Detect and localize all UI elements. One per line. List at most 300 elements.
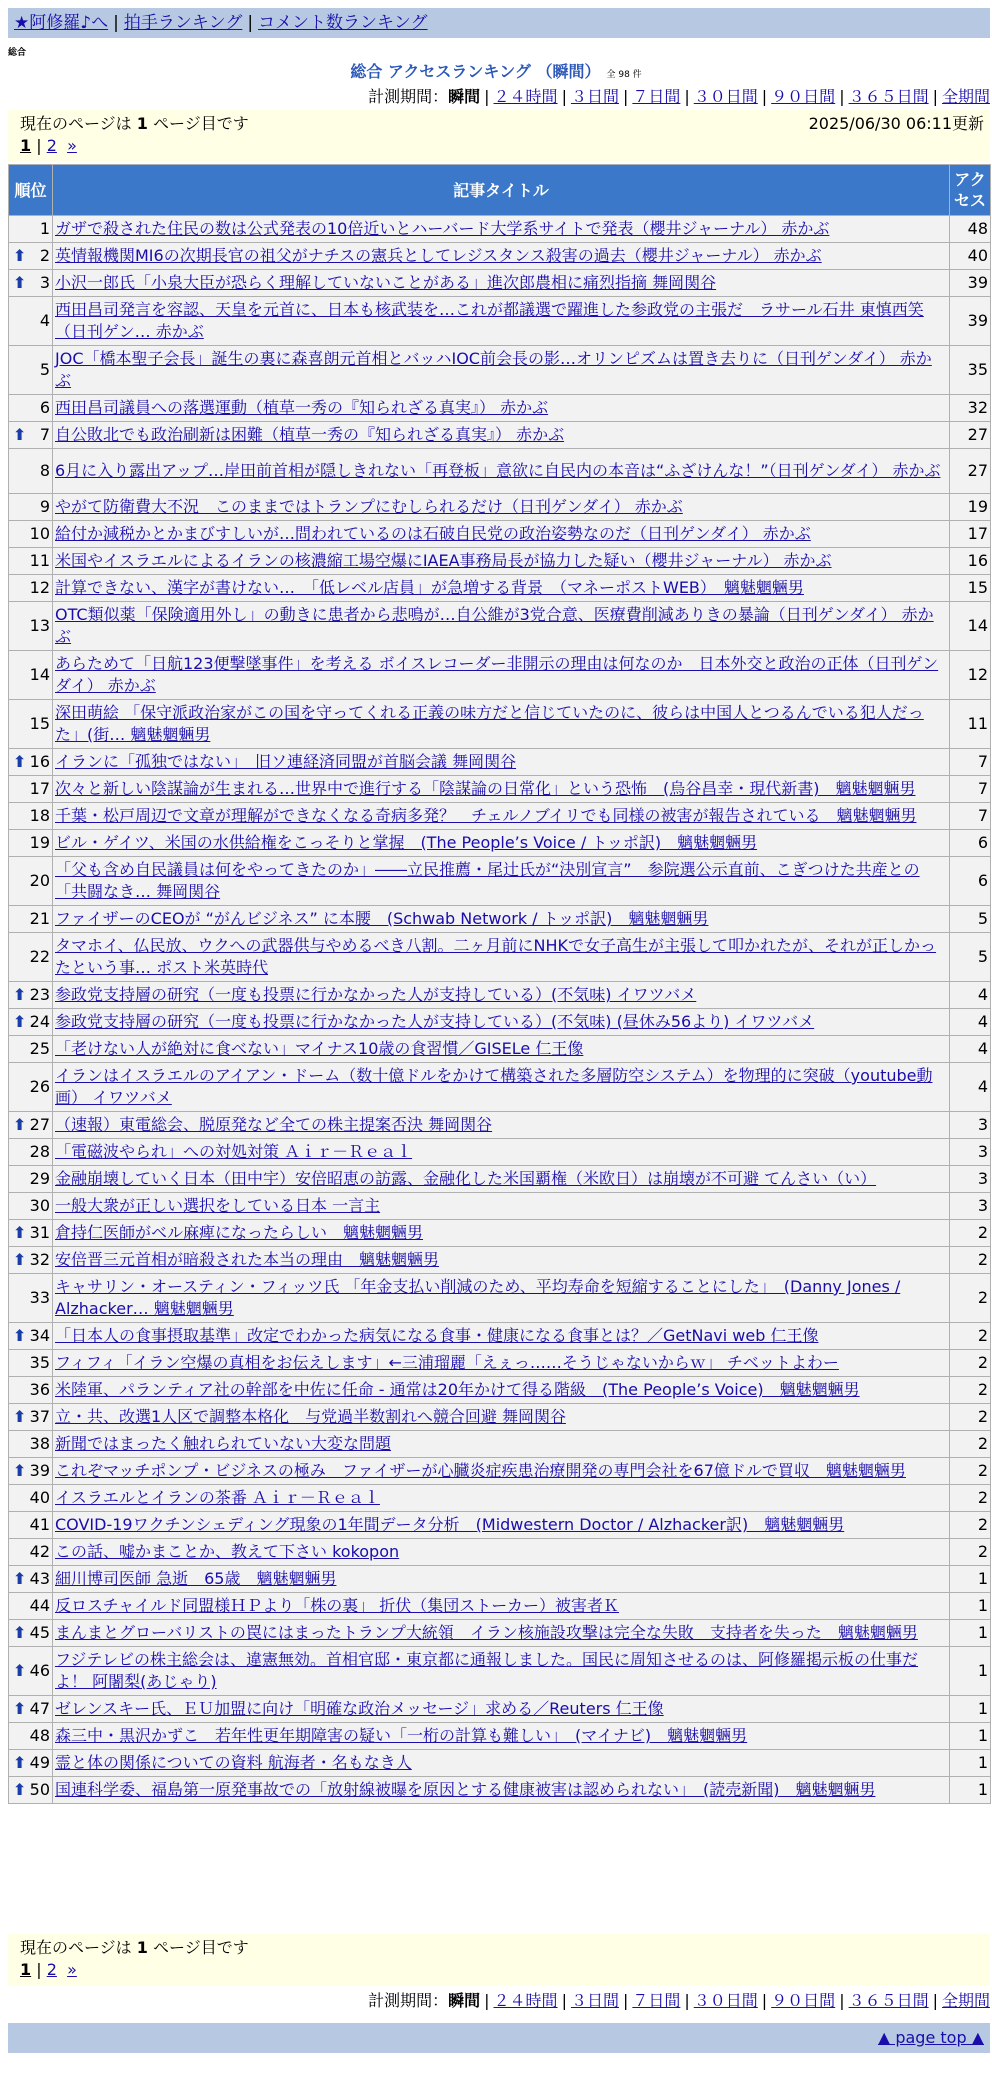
article-title-link[interactable]: 「日本人の食事摂取基準」改定でわかった病気になる食事・健康になる食事とは？／GetNavi web 仁王像 [55, 1326, 819, 1345]
rank-number: 10 [29, 524, 50, 543]
table-row [9, 422, 991, 449]
title-cell [53, 449, 950, 494]
rank-cell [9, 1404, 53, 1431]
article-title-link[interactable]: 「父も含め自民議員は何をやってきたのか」――立民推薦・尾辻氏が“決別宣言” 参院選公示直前、こぎつけた共産との「共闘なき… 舞岡関谷 [55, 860, 920, 901]
title-cell [53, 803, 950, 830]
access-count: 17 [950, 521, 991, 548]
page-top-link[interactable]: ▲ page top ▲ [877, 2028, 984, 2047]
title-cell [53, 521, 950, 548]
title-cell [53, 1377, 950, 1404]
article-title-link[interactable]: 給付か減税かとかまびすしいが…問われているのは石破自民党の政治姿勢なのだ（日刊ゲンダイ） 赤かぶ [55, 524, 811, 543]
table-row [9, 1009, 991, 1036]
article-title-link[interactable]: 安倍晋三元首相が暗殺された本当の理由 魑魅魍魎男 [55, 1250, 440, 1269]
ranking-table-body [9, 216, 991, 1804]
rank-number: 41 [29, 1515, 50, 1534]
access-count: 5 [950, 933, 991, 982]
pager-page-2-bottom[interactable]: 2 [46, 1960, 57, 1979]
rank-number: 17 [29, 779, 50, 798]
table-row [9, 749, 991, 776]
top-nav-bar [8, 8, 990, 38]
table-row [9, 1377, 991, 1404]
access-count: 1 [950, 1750, 991, 1777]
rank-cell [9, 1593, 53, 1620]
article-title-link[interactable]: あらためて「日航123便撃墜事件」を考える ボイスレコーダー非開示の理由は何なのか 日本外交と政治の正体（日刊ゲンダイ） 赤かぶ [55, 654, 939, 695]
article-title-link[interactable]: 参政党支持層の研究（一度も投票に行かなかった人が支持している）(不気味) イワツバメ [55, 985, 697, 1004]
title-cell [53, 857, 950, 906]
article-title-link[interactable]: フジテレビの株主総会は、違憲無効。首相官邸・東京都に通報しました。国民に周知させるのは、阿修羅掲示板の仕事だよ！ 阿闍梨(あじゃり) [55, 1650, 919, 1691]
article-title-link[interactable]: 次々と新しい陰謀論が生まれる…世界中で進行する「陰謀論の日常化」という恐怖 (烏谷昌幸・現代新書) 魑魅魍魎男 [55, 779, 916, 798]
title-cell [53, 1404, 950, 1431]
article-title-link[interactable]: ビル・ゲイツ、米国の水供給権をこっそりと掌握 (The People’s Voice / トッポ訳) 魑魅魍魎男 [55, 833, 758, 852]
table-row [9, 700, 991, 749]
pager-top: 1 | 2 » [20, 136, 77, 155]
access-count: 39 [950, 270, 991, 297]
access-count: 4 [950, 982, 991, 1009]
access-count: 15 [950, 575, 991, 602]
table-row [9, 1777, 991, 1804]
table-row [9, 1539, 991, 1566]
article-title-link[interactable]: COVID-19ワクチンシェディング現象の1年間データ分析 (Midwestern Doctor / Alzhacker訳) 魑魅魍魎男 [55, 1515, 845, 1534]
title-cell [53, 1485, 950, 1512]
access-count: 2 [950, 1458, 991, 1485]
pager-bottom: 1 | 2 » [20, 1960, 77, 1979]
period-current-bottom: 瞬間 [448, 1991, 481, 2010]
access-count: 35 [950, 346, 991, 395]
article-title-link[interactable]: フィフィ「イラン空爆の真相をお伝えします」←三浦瑠麗「えぇっ……そうじゃないからｗ」 チベットよわー [55, 1353, 839, 1372]
period-link-90d[interactable]: ９０日間 [771, 87, 836, 106]
table-row [9, 1566, 991, 1593]
pager-page-2[interactable]: 2 [46, 136, 57, 155]
period-link-3d[interactable]: ３日間 [570, 87, 619, 106]
article-title-link[interactable]: タマホイ、仏民放、ウクへの武器供与やめるべき八割。二ヶ月前にNHKで女子高生が主張して叩かれたが、それが正しかったという事… ポスト米英時代 [55, 936, 937, 977]
rank-cell [9, 449, 53, 494]
article-title-link[interactable]: 立・共、改選1人区で調整本格化 与党過半数割れへ競合回避 舞岡関谷 [55, 1407, 566, 1426]
access-count: 1 [950, 1777, 991, 1804]
rank-number: 19 [29, 833, 50, 852]
article-title-link[interactable]: ゼレンスキー氏、ＥＵ加盟に向け「明確な政治メッセージ」求める／Reuters 仁王像 [55, 1699, 664, 1718]
title-cell [53, 1009, 950, 1036]
rank-cell [9, 1274, 53, 1323]
rank-number: 50 [29, 1780, 50, 1799]
rank-number: 12 [29, 578, 50, 597]
article-title-link[interactable]: 「老けない人が絶対に食べない」マイナス10歳の食習慣／GISELe 仁王像 [55, 1039, 584, 1058]
page-title [0, 61, 992, 86]
article-title-link[interactable]: 国連科学委、福島第一原発事故での「放射線被曝を原因とする健康被害は認められない」 (読売新聞) 魑魅魍魎男 [55, 1780, 876, 1799]
period-link-24h[interactable]: ２４時間 [493, 87, 558, 106]
article-title-link[interactable]: キャサリン・オースティン・フィッツ氏 「年金支払い削減のため、平均寿命を短縮することにした」 (Danny Jones / Alzhacker… 魑魅魍魎男 [55, 1277, 901, 1318]
article-title-link[interactable]: OTC類似薬「保険適用外し」の動きに患者から悲鳴が…自公維が3党合意、医療費削減ありきの暴論（日刊ゲンダイ） 赤かぶ [55, 605, 934, 646]
title-cell [53, 1647, 950, 1696]
article-title-link[interactable]: 深田萌絵 「保守派政治家がこの国を守ってくれる正義の味方だと信じていたのに、彼らは中国人とつるんでいる犯人だった」(街… 魑魅魍魎男 [55, 703, 924, 744]
rank-cell [9, 1512, 53, 1539]
table-row [9, 548, 991, 575]
article-title-link[interactable]: 米国やイスラエルによるイランの核濃縮工場空爆にIAEA事務局長が協力した疑い（櫻井ジャーナル） 赤かぶ [55, 551, 832, 570]
rank-number: 2 [39, 246, 50, 265]
table-row [9, 830, 991, 857]
period-link-7d[interactable]: ７日間 [632, 87, 681, 106]
period-selector-top: 計測期間：瞬間 | ２４時間 | ３日間 | ７日間 | ３０日間 | ９０日間 | ３６５日間 | 全期間 [368, 87, 990, 106]
rank-cell [9, 1485, 53, 1512]
article-title-link[interactable]: 参政党支持層の研究（一度も投票に行かなかった人が支持している）(不気味) (昼休み56より) イワツバメ [55, 1012, 815, 1031]
article-title-link[interactable]: イスラエルとイランの茶番 Ａｉｒ－Ｒｅａｌ [55, 1488, 380, 1507]
access-count: 2 [950, 1485, 991, 1512]
rank-cell [9, 830, 53, 857]
title-cell [53, 297, 950, 346]
article-title-link[interactable]: 6月に入り露出アップ…岸田前首相が隠しきれない「再登板」意欲に自民内の本音は“ふざけんな！”（日刊ゲンダイ） 赤かぶ [55, 461, 941, 480]
access-count: 40 [950, 243, 991, 270]
access-count: 2 [950, 1377, 991, 1404]
title-cell [53, 1112, 950, 1139]
article-title-link[interactable]: 新聞ではまったく触れられていない大変な問題 [55, 1434, 392, 1453]
access-count: 1 [950, 1723, 991, 1750]
rank-number: 6 [39, 398, 50, 417]
ranking-table [8, 164, 991, 1804]
article-title-link[interactable]: 西田昌司発言を容認、天皇を元首に、日本も核武装を…これが都議選で躍進した参政党の主張だ ラサール石井 東慎西笑（日刊ゲン… 赤かぶ [55, 300, 924, 341]
rank-cell [9, 243, 53, 270]
access-count: 4 [950, 1009, 991, 1036]
access-count: 2 [950, 1274, 991, 1323]
up-arrow-icon: ⬆ [13, 1012, 27, 1031]
table-row [9, 602, 991, 651]
table-row [9, 1723, 991, 1750]
access-count: 32 [950, 395, 991, 422]
current-page-text: 現在のページは 1 ページ目です [20, 114, 249, 133]
article-title-link[interactable]: この話、嘘かまことか、教えて下さい kokopon [55, 1542, 400, 1561]
access-count: 5 [950, 906, 991, 933]
rank-number: 47 [29, 1699, 50, 1718]
rank-number: 46 [29, 1661, 50, 1680]
access-count: 1 [950, 1566, 991, 1593]
title-cell [53, 700, 950, 749]
period-link-24h-bottom[interactable]: ２４時間 [493, 1991, 558, 2010]
rank-cell [9, 1539, 53, 1566]
period-link-365d-bottom[interactable]: ３６５日間 [848, 1991, 929, 2010]
title-cell [53, 1696, 950, 1723]
up-arrow-icon: ⬆ [13, 425, 27, 444]
rank-number: 24 [29, 1012, 50, 1031]
rank-cell [9, 1723, 53, 1750]
table-row [9, 1750, 991, 1777]
access-count: 2 [950, 1404, 991, 1431]
table-row [9, 1404, 991, 1431]
rank-cell [9, 575, 53, 602]
article-title-link[interactable]: 西田昌司議員への落選運動（植草一秀の『知られざる真実』） 赤かぶ [55, 398, 549, 417]
nav-link-comment-ranking[interactable]: コメント数ランキング [258, 13, 428, 33]
table-row [9, 1220, 991, 1247]
period-label-bottom: 計測期間： [368, 1991, 449, 2010]
table-row [9, 651, 991, 700]
title-cell [53, 602, 950, 651]
article-title-link[interactable]: まんまとグローバリストの罠にはまったトランプ大統領 イラン核施設攻撃は完全な失敗 支持者を失った 魑魅魍魎男 [55, 1623, 918, 1642]
up-arrow-icon: ⬆ [13, 1115, 27, 1134]
title-cell [53, 776, 950, 803]
rank-number: 43 [29, 1569, 50, 1588]
article-title-link[interactable]: 自公敗北でも政治刷新は困難（植草一秀の『知られざる真実』） 赤かぶ [55, 425, 565, 444]
access-count: 16 [950, 548, 991, 575]
article-title-link[interactable]: 英情報機関MI6の次期長官の祖父がナチスの憲兵としてレジスタンス殺害の過去（櫻井ジャーナル） 赤かぶ [55, 246, 822, 265]
rank-cell [9, 270, 53, 297]
title-cell [53, 1620, 950, 1647]
article-title-link[interactable]: 森三中・黒沢かずこ 若年性更年期障害の疑い「一桁の計算も難しい」 (マイナビ) 魑魅魍魎男 [55, 1726, 748, 1745]
rank-cell [9, 700, 53, 749]
table-row [9, 1512, 991, 1539]
rank-cell [9, 216, 53, 243]
rank-number: 26 [29, 1077, 50, 1096]
access-count: 48 [950, 216, 991, 243]
rank-cell [9, 1350, 53, 1377]
article-title-link[interactable]: （速報）東電総会、脱原発など全ての株主提案否決 舞岡関谷 [55, 1115, 493, 1134]
table-row [9, 1620, 991, 1647]
nav-link-asyura[interactable]: ★阿修羅♪へ [14, 13, 109, 33]
access-count: 2 [950, 1350, 991, 1377]
rank-number: 33 [29, 1288, 50, 1307]
title-cell [53, 1431, 950, 1458]
title-cell [53, 933, 950, 982]
pager-next-arrow-bottom[interactable]: » [67, 1960, 77, 1979]
access-count: 27 [950, 449, 991, 494]
article-title-link[interactable]: イランはイスラエルのアイアン・ドーム（数十億ドルをかけて構築された多層防空システム）を物理的に突破（youtube動画） イワツバメ [55, 1066, 933, 1107]
title-cell [53, 1139, 950, 1166]
title-cell [53, 1247, 950, 1274]
table-row [9, 857, 991, 906]
rank-cell [9, 1777, 53, 1804]
title-cell [53, 749, 950, 776]
period-selector-bottom: 計測期間：瞬間 | ２４時間 | ３日間 | ７日間 | ３０日間 | ９０日間 | ３６５日間 | 全期間 [368, 1991, 990, 2010]
rank-number: 30 [29, 1196, 50, 1215]
rank-cell [9, 602, 53, 651]
rank-number: 34 [29, 1326, 50, 1345]
table-row [9, 449, 991, 494]
article-title-link[interactable]: 細川博司医師 急逝 65歳 魑魅魍魎男 [55, 1569, 337, 1588]
title-cell [53, 1458, 950, 1485]
article-title-link[interactable]: やがて防衛費大不況 このままではトランプにむしられるだけ（日刊ゲンダイ） 赤かぶ [55, 497, 683, 516]
access-count: 3 [950, 1139, 991, 1166]
rank-cell [9, 1647, 53, 1696]
rank-number: 25 [29, 1039, 50, 1058]
table-row [9, 521, 991, 548]
title-cell [53, 1323, 950, 1350]
rank-number: 38 [29, 1434, 50, 1453]
rank-number: 11 [29, 551, 50, 570]
up-arrow-icon: ⬆ [13, 1326, 27, 1345]
title-cell [53, 575, 950, 602]
rank-number: 15 [29, 714, 50, 733]
access-count: 11 [950, 700, 991, 749]
article-title-link[interactable]: JOC「橋本聖子会長」誕生の裏に森喜朗元首相とバッハIOC前会長の影…オリンピズムは置き去りに（日刊ゲンダイ） 赤かぶ [55, 349, 932, 390]
table-row [9, 575, 991, 602]
article-title-link[interactable]: 小沢一郎氏「小泉大臣が恐らく理解していないことがある」進次郎農相に痛烈指摘 舞岡関谷 [55, 273, 717, 292]
header-access: アクセス [950, 165, 991, 216]
table-row [9, 270, 991, 297]
table-row [9, 1323, 991, 1350]
title-cell [53, 1166, 950, 1193]
title-cell [53, 216, 950, 243]
title-cell [53, 494, 950, 521]
table-row [9, 1139, 991, 1166]
rank-number: 22 [29, 947, 50, 966]
article-title-link[interactable]: ガザで殺された住民の数は公式発表の10倍近いとハーバード大学系サイトで発表（櫻井ジャーナル） 赤かぶ [55, 219, 830, 238]
title-cell [53, 1593, 950, 1620]
rank-cell [9, 1193, 53, 1220]
access-count: 4 [950, 1063, 991, 1112]
article-title-link[interactable]: イランに「孤独ではない」 旧ソ連経済同盟が首脳会議 舞岡関谷 [55, 752, 517, 771]
rank-number: 40 [29, 1488, 50, 1507]
up-arrow-icon: ⬆ [13, 1753, 27, 1772]
article-title-link[interactable]: 米陸軍、パランティア社の幹部を中佐に任命 - 通常は20年かけて得る階級 (The People’s Voice) 魑魅魍魎男 [55, 1380, 860, 1399]
rank-number: 29 [29, 1169, 50, 1188]
rank-number: 42 [29, 1542, 50, 1561]
table-row [9, 494, 991, 521]
rank-number: 31 [29, 1223, 50, 1242]
up-arrow-icon: ⬆ [13, 1407, 27, 1426]
rank-cell [9, 422, 53, 449]
access-count: 1 [950, 1620, 991, 1647]
period-link-all-bottom[interactable]: 全期間 [941, 1991, 990, 2010]
article-title-link[interactable]: 「電磁波やられ」への対処対策 Ａｉｒ－Ｒｅａｌ [55, 1142, 413, 1161]
rank-cell [9, 1247, 53, 1274]
rank-number: 14 [29, 665, 50, 684]
title-cell [53, 1566, 950, 1593]
up-arrow-icon: ⬆ [13, 1699, 27, 1718]
article-title-link[interactable]: 反ロスチャイルド同盟様ＨＰより「株の裏」 折伏（集団ストーカー）被害者Ｋ [55, 1596, 619, 1615]
rank-number: 48 [29, 1726, 50, 1745]
rank-number: 32 [29, 1250, 50, 1269]
period-link-3d-bottom[interactable]: ３日間 [570, 1991, 619, 2010]
title-cell [53, 1036, 950, 1063]
rank-number: 4 [39, 311, 50, 330]
table-row [9, 1036, 991, 1063]
up-arrow-icon: ⬆ [13, 1461, 27, 1480]
rank-number: 21 [29, 909, 50, 928]
title-cell [53, 1750, 950, 1777]
table-row [9, 346, 991, 395]
table-row [9, 982, 991, 1009]
access-count: 2 [950, 1512, 991, 1539]
pager-next-arrow[interactable]: » [67, 136, 77, 155]
page-info-top [8, 110, 990, 162]
rank-cell [9, 1566, 53, 1593]
article-title-link[interactable]: 一般大衆が正しい選択をしている日本 一言主 [55, 1196, 381, 1215]
rank-cell [9, 1696, 53, 1723]
rank-cell [9, 1009, 53, 1036]
rank-cell [9, 1139, 53, 1166]
rank-number: 1 [39, 219, 50, 238]
period-link-90d-bottom[interactable]: ９０日間 [771, 1991, 836, 2010]
table-row [9, 1350, 991, 1377]
title-cell [53, 1274, 950, 1323]
access-count: 14 [950, 602, 991, 651]
title-cell [53, 1063, 950, 1112]
bottom-bar [8, 2023, 990, 2053]
title-cell [53, 651, 950, 700]
table-row [9, 297, 991, 346]
nav-link-clap-ranking[interactable]: 拍手ランキング [123, 13, 243, 33]
access-count: 1 [950, 1647, 991, 1696]
title-cell [53, 830, 950, 857]
title-cell [53, 1350, 950, 1377]
access-count: 2 [950, 1220, 991, 1247]
section-label: 総合 [8, 48, 27, 58]
rank-cell [9, 1458, 53, 1485]
article-title-link[interactable]: 倉持仁医師がベル麻痺になったらしい 魑魅魍魎男 [55, 1223, 424, 1242]
rank-number: 45 [29, 1623, 50, 1642]
table-row [9, 216, 991, 243]
article-title-link[interactable]: 霊と体の関係についての資料 航海者・名もなき人 [55, 1753, 412, 1772]
pager-current-bottom: 1 [20, 1960, 32, 1979]
table-row [9, 1247, 991, 1274]
up-arrow-icon: ⬆ [13, 752, 27, 771]
period-current: 瞬間 [448, 87, 481, 106]
access-count: 7 [950, 776, 991, 803]
table-row [9, 1112, 991, 1139]
rank-number: 44 [29, 1596, 50, 1615]
title-cell [53, 243, 950, 270]
up-arrow-icon: ⬆ [13, 1250, 27, 1269]
period-link-7d-bottom[interactable]: ７日間 [632, 1991, 681, 2010]
up-arrow-icon: ⬆ [13, 273, 27, 292]
access-count: 4 [950, 1036, 991, 1063]
rank-number: 36 [29, 1380, 50, 1399]
rank-number: 37 [29, 1407, 50, 1426]
rank-number: 13 [29, 616, 50, 635]
rank-number: 3 [39, 273, 50, 292]
up-arrow-icon: ⬆ [13, 1780, 27, 1799]
period-link-all[interactable]: 全期間 [941, 87, 990, 106]
total-count: 全 98 件 [606, 70, 642, 80]
article-title-link[interactable]: 千葉・松戸周辺で文章が理解ができなくなる奇病多発？ チェルノブイリでも同様の被害が報告されている 魑魅魍魎男 [55, 806, 917, 825]
header-rank: 順位 [9, 165, 53, 216]
rank-cell [9, 1431, 53, 1458]
rank-cell [9, 982, 53, 1009]
table-row [9, 243, 991, 270]
rank-cell [9, 1036, 53, 1063]
access-count: 39 [950, 297, 991, 346]
rank-number: 23 [29, 985, 50, 1004]
rank-cell [9, 857, 53, 906]
article-title-link[interactable]: これぞマッチポンプ・ビジネスの極み ファイザーが心臓炎症疾患治療開発の専門会社を67億ドルで買収 魑魅魍魎男 [55, 1461, 906, 1480]
article-title-link[interactable]: 金融崩壊していく日本（田中宇）安倍昭恵の訪露、金融化した米国覇権（米欧日）は崩壊が不可避 てんさい（い） [55, 1169, 877, 1188]
up-arrow-icon: ⬆ [13, 1569, 27, 1588]
title-cell [53, 982, 950, 1009]
access-count: 3 [950, 1112, 991, 1139]
period-link-30d[interactable]: ３０日間 [693, 87, 758, 106]
period-link-30d-bottom[interactable]: ３０日間 [693, 1991, 758, 2010]
title-cell [53, 270, 950, 297]
rank-number: 27 [29, 1115, 50, 1134]
article-title-link[interactable]: 計算できない、漢字が書けない… 「低レベル店員」が急増する背景 （マネーポストWEB） 魑魅魍魎男 [55, 578, 804, 597]
article-title-link[interactable]: ファイザーのCEOが “がんビジネス” に本腰 (Schwab Network / トッポ訳) 魑魅魍魎男 [55, 909, 709, 928]
period-label: 計測期間： [368, 87, 449, 106]
rank-cell [9, 1112, 53, 1139]
rank-cell [9, 803, 53, 830]
title-cell [53, 1512, 950, 1539]
current-page-text-bottom: 現在のページは 1 ページ目です [20, 1938, 249, 1957]
rank-cell [9, 548, 53, 575]
rank-cell [9, 1063, 53, 1112]
rank-cell [9, 297, 53, 346]
table-row [9, 1274, 991, 1323]
access-count: 1 [950, 1696, 991, 1723]
rank-cell [9, 1323, 53, 1350]
access-count: 7 [950, 749, 991, 776]
rank-number: 8 [39, 461, 50, 480]
table-row [9, 803, 991, 830]
access-count: 1 [950, 1593, 991, 1620]
period-link-365d[interactable]: ３６５日間 [848, 87, 929, 106]
nav-separator: | [113, 13, 119, 33]
rank-cell [9, 1166, 53, 1193]
access-count: 7 [950, 803, 991, 830]
